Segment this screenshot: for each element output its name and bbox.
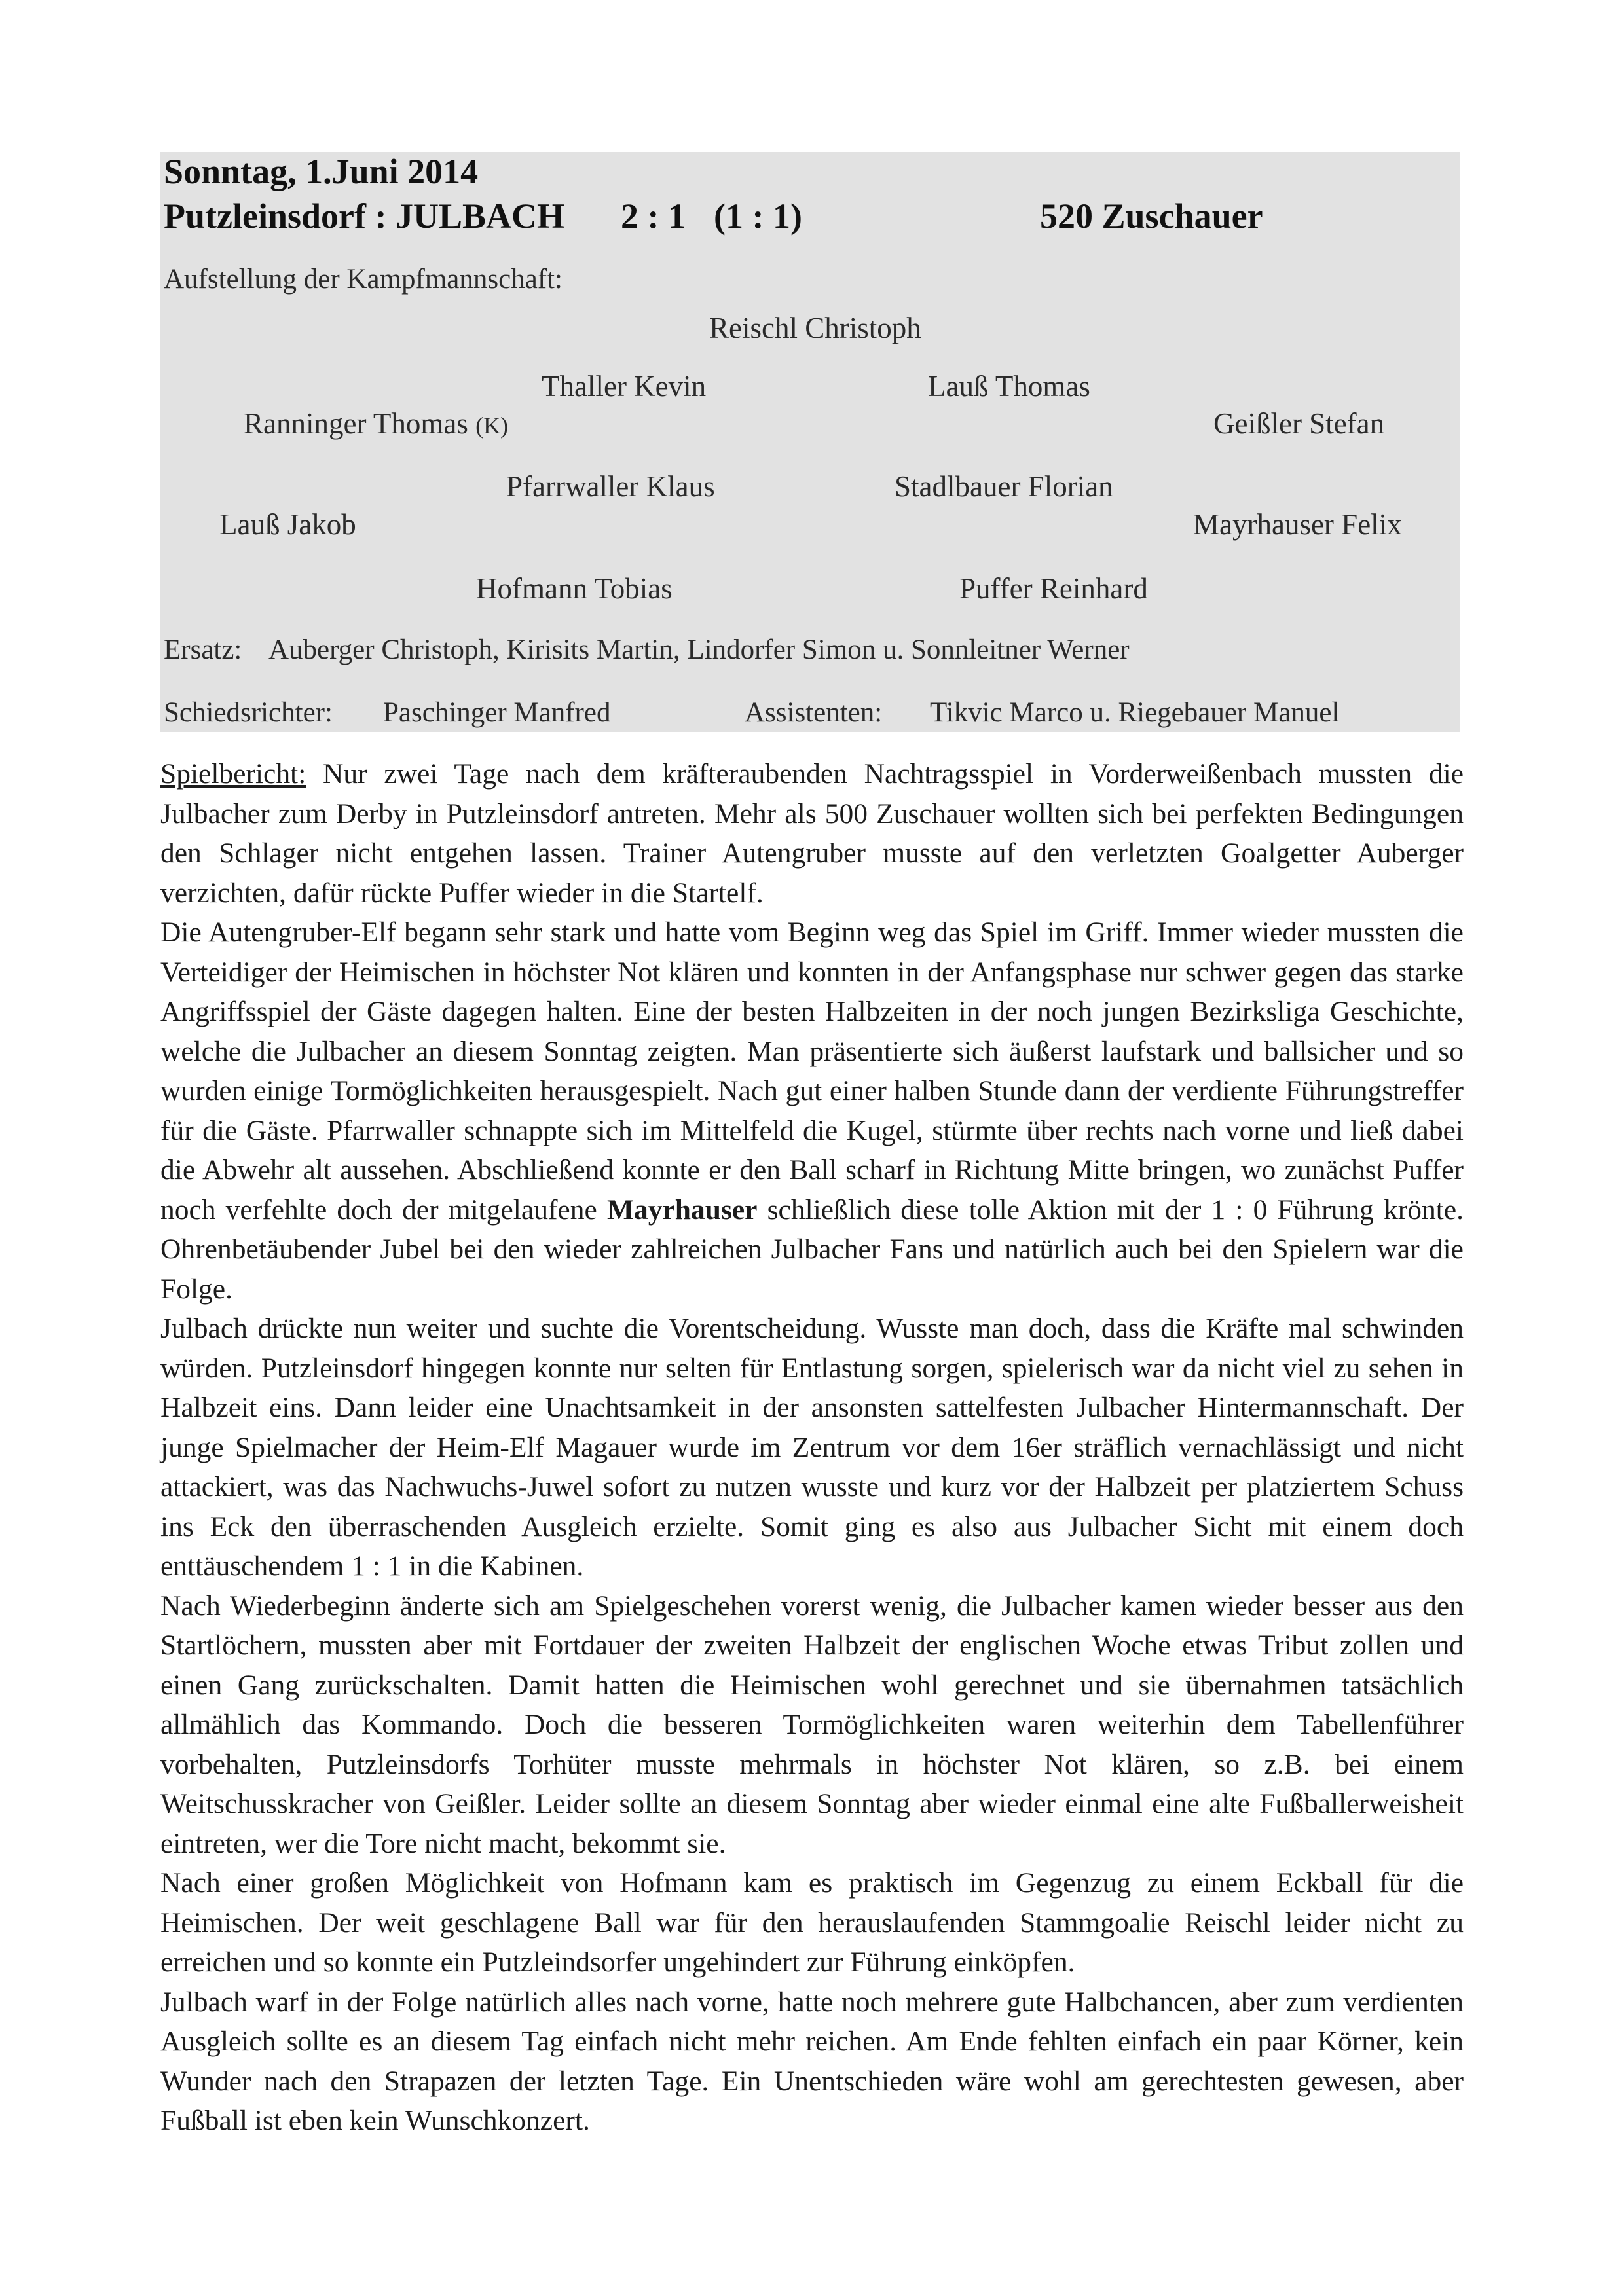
lineup-label: Aufstellung der Kampfmannschaft: <box>164 264 563 295</box>
report-paragraph-4: Nach Wiederbeginn änderte sich am Spielgeschehen vorerst wenig, die Julbacher kamen wieder besser aus den Startlöchern, mussten aber mit Fortdauer der zweiten Halbzeit der englischen Woche etwas Tribut zollen und einen Gang zurückschalten. Damit hatten die Heimischen wohl gerechnet und sie übernahmen tatsächlich allmählich das Kommando. Doch die besseren Tormöglichkeiten waren weiterhin dem Tabellenführer vorbehalten, Putzleinsdorfs Torhüter musste mehrmals in höchster Not klären, so z.B. bei einem Weitschusskracher von Geißler. Leider sollte an diesem Sonntag aber wieder einmal eine alte Fußballerweisheit eintreten, wer die Tore nicht macht, bekommt sie. <box>160 1590 1464 1859</box>
player-lauss-jakob: Lauß Jakob <box>219 508 356 541</box>
report-text-2a: Die Autengruber-Elf begann sehr stark und hatte vom Beginn weg das Spiel im Griff. Immer wieder mussten die Verteidiger der Heimischen in höchster Not klären und konnten in der Anfangsphase nur schwer gegen das starke Angriffsspiel der Gäste dagegen halten. Eine der besten Halbzeiten in der noch jungen Bezirksliga Geschichte, welche die Julbacher an diesem Sonntag zeigten. Man präsentierte sich äußerst laufstark und ballsicher und so wurden einige Tormöglichkeiten herausgespielt. Nach gut einer halben Stunde dann der verdiente Führungstreffer für die Gäste. Pfarrwaller schnappte sich im Mittelfeld die Kugel, stürmte über rechts nach vorne und ließ dabei die Abwehr alt aussehen. Abschließend konnte er den Ball scharf in Richtung Mitte bringen, wo zunächst Puffer noch verfehlte doch der mitgelaufene <box>160 917 1464 1226</box>
player-thaller: Thaller Kevin <box>542 370 707 403</box>
scorer-name: Mayrhauser <box>606 1194 758 1226</box>
player-lauss-thomas: Lauß Thomas <box>928 370 1090 403</box>
report-paragraph-5: Nach einer großen Möglichkeit von Hofmann kam es praktisch im Gegenzug zu einem Eckball für die Heimischen. Der weit geschlagene Ball war für den herauslaufenden Stammgoalie Reischl leider nicht zu erreichen und so konnte ein Putzleindsorfer ungehindert zur Führung einköpfen. <box>160 1867 1464 1978</box>
report-paragraph-6: Julbach warf in der Folge natürlich alles nach vorne, hatte noch mehrere gute Halbchancen, aber zum verdienten Ausgleich sollte es an diesem Tag einfach nicht mehr reichen. Am Ende fehlten einfach ein paar Körner, kein Wunder nach den Strapazen der letzten Tage. Ein Unentschieden wäre wohl am gerechtesten gewesen, aber Fußball ist eben kein Wunschkonzert. <box>160 1986 1464 2136</box>
match-report <box>160 754 1464 2141</box>
spectators: 520 Zuschauer <box>1040 196 1263 236</box>
report-paragraph-3: Julbach drückte nun weiter und suchte die Vorentscheidung. Wusste man doch, dass die Kräfte mal schwinden würden. Putzleinsdorf hingegen konnte nur selten für Entlastung sorgen, spielerisch war da nicht viel zu sehen in Halbzeit eins. Dann leider eine Unachtsamkeit in der ansonsten sattelfesten Julbacher Hintermannschaft. Der junge Spielmacher der Heim-Elf Magauer wurde im Zentrum vor dem 16er sträflich vernachlässigt und nicht attackiert, was das Nachwuchs-Juwel sofort zu nutzen wusste und kurz vor der Halbzeit per platziertem Schuss ins Eck den überraschenden Ausgleich erzielte. Somit ging es also aus Julbacher Sicht mit einem doch enttäuschendem 1 : 1 in die Kabinen. <box>160 1313 1464 1582</box>
player-puffer: Puffer Reinhard <box>959 572 1148 605</box>
match-score: 2 : 1 <box>621 196 686 236</box>
substitutes-names: Auberger Christoph, Kirisits Martin, Lindorfer Simon u. Sonnleitner Werner <box>268 634 1130 665</box>
player-geissler: Geißler Stefan <box>1213 407 1385 440</box>
substitutes-label: Ersatz: <box>164 634 242 665</box>
player-stadlbauer: Stadlbauer Florian <box>895 470 1113 503</box>
report-label: Spielbericht: <box>160 758 306 790</box>
player-goalkeeper: Reischl Christoph <box>709 312 921 344</box>
referee-label: Schiedsrichter: <box>164 697 333 728</box>
player-ranninger-name: Ranninger Thomas <box>244 407 468 440</box>
report-paragraph-1 <box>160 754 1464 913</box>
match-teams: Putzleinsdorf : JULBACH <box>164 196 564 236</box>
report-text-1: Nur zwei Tage nach dem kräfteraubenden Nachtragsspiel in Vorderweißenbach mussten die Julbacher zum Derby in Putzleinsdorf antreten. Mehr als 500 Zuschauer wollten sich bei perfekten Bedingungen den Schlager nicht entgehen lassen. Trainer Autengruber musste auf den verletzten Goalgetter Auberger verzichten, dafür rückte Puffer wieder in die Startelf. <box>160 758 1464 909</box>
captain-mark: (K) <box>475 412 509 439</box>
assistants-names: Tikvic Marco u. Riegebauer Manuel <box>930 697 1340 728</box>
player-mayrhauser: Mayrhauser Felix <box>1193 508 1402 541</box>
assistants-label: Assistenten: <box>745 697 883 728</box>
referee-name: Paschinger Manfred <box>383 697 611 728</box>
report-text-2b: schließlich diese tolle Aktion mit der 1 : 0 Führung krönte. Ohrenbetäubender Jubel bei den wieder zahlreichen Julbacher Fans und natürlich auch bei den Spielern war die Folge. <box>160 1194 1464 1305</box>
player-hofmann: Hofmann Tobias <box>476 572 673 605</box>
halftime-score: (1 : 1) <box>714 196 802 236</box>
match-date: Sonntag, 1.Juni 2014 <box>164 152 479 191</box>
player-ranninger <box>244 407 508 442</box>
report-paragraph-2 <box>160 913 1464 1309</box>
player-pfarrwaller: Pfarrwaller Klaus <box>506 470 715 503</box>
